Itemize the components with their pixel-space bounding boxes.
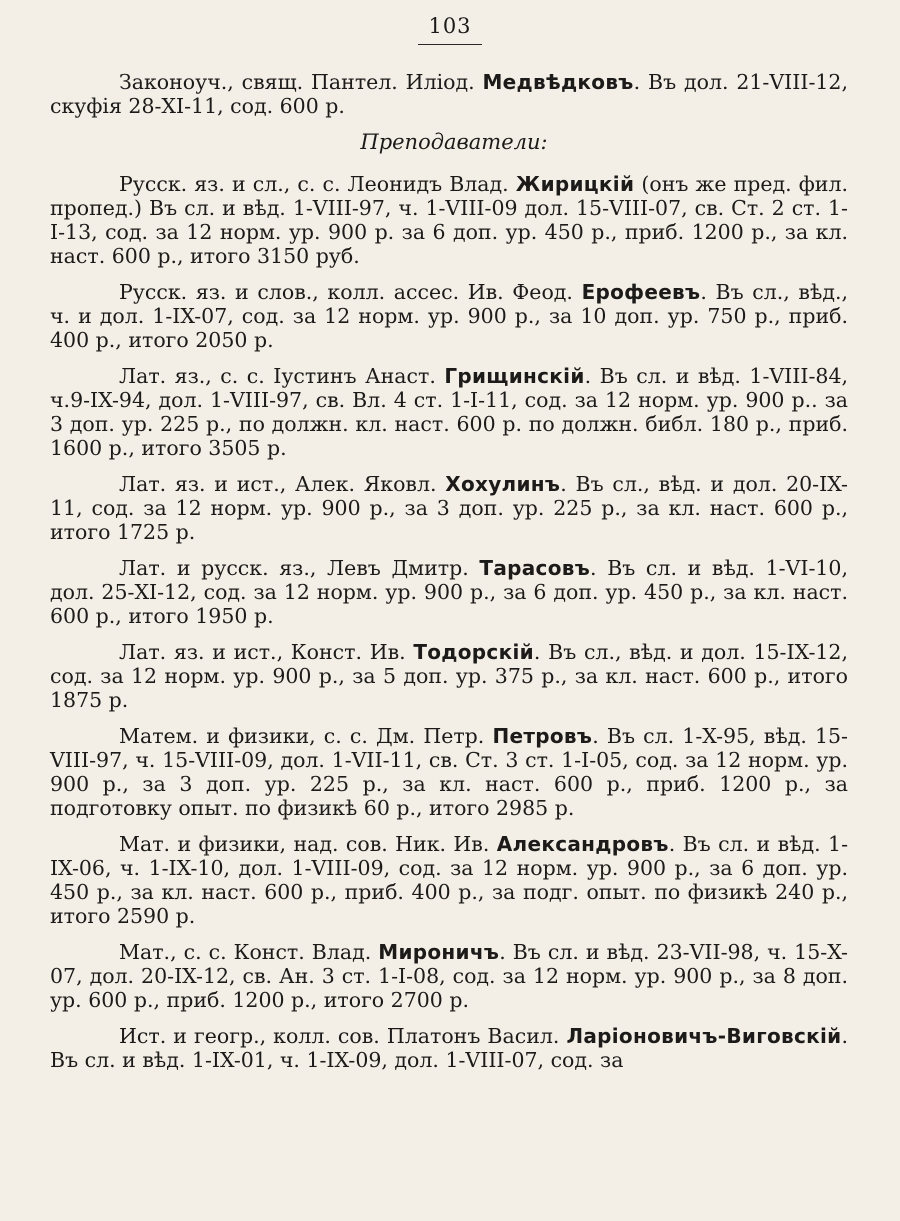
entry-surname: Тодорскій xyxy=(413,640,534,664)
entry-details: . Въ сл. и вѣд. 23-VII-98, ч. 15-X-07, дол. 20-IX-12, св. Ан. 3 ст. 1-I-08, сод. за 12 норм. ур. 900 р., за 8 доп. ур. 600 р., приб. 1200 р., итого 2700 р. xyxy=(50,940,848,1012)
entry-prefix: Лат. и русск. яз., Левъ Дмитр. xyxy=(119,556,480,580)
entry-teacher xyxy=(50,724,848,820)
entry-prefix: Русск. яз. и сл., с. с. Леонидъ Влад. xyxy=(119,172,516,196)
entry-prefix: Матем. и физики, с. с. Дм. Петр. xyxy=(119,724,493,748)
entry-teacher xyxy=(50,832,848,928)
entry-surname: Александровъ xyxy=(496,832,669,856)
entry-surname: Ерофеевъ xyxy=(581,280,701,304)
entry-teacher xyxy=(50,172,848,268)
entry-teacher xyxy=(50,364,848,460)
section-heading: Преподаватели: xyxy=(360,130,548,154)
entry-surname: Жирицкій xyxy=(515,172,635,196)
entry-prefix: Ист. и геогр., колл. сов. Платонъ Васил. xyxy=(119,1024,567,1048)
entry-teacher xyxy=(50,556,848,628)
entry-surname: Петровъ xyxy=(492,724,593,748)
entry-details: . Въ сл., вѣд. и дол. 15-IX-12, сод. за 12 норм. ур. 900 р., за 5 доп. ур. 375 р., за кл. наст. 600 р., итого 1875 р. xyxy=(50,640,848,712)
entry-details: . Въ сл., вѣд., ч. и дол. 1-IX-07, сод. за 12 норм. ур. 900 р., за 10 доп. ур. 750 р., приб. 400 р., итого 2050 р. xyxy=(50,280,848,352)
entry-details: . Въ сл. 1-X-95, вѣд. 15-VIII-97, ч. 15-VIII-09, дол. 1-VII-11, св. Ст. 3 ст. 1-I-05, сод. за 12 норм. ур. 900 р., за 3 доп. ур. 225 р., за кл. наст. 600 р., приб. 1200 р., за подготовку опыт. по физикѣ 60 р., итого 2985 р. xyxy=(50,724,848,820)
page-body xyxy=(50,70,848,1084)
entry-prefix: Лат. яз., с. с. Іустинъ Анаст. xyxy=(119,364,445,388)
entry-teacher xyxy=(50,280,848,352)
entry-details: . Въ сл., вѣд. и дол. 20-IX-11, сод. за 12 норм. ур. 900 р., за 3 доп. ур. 225 р., за кл. наст. 600 р., итого 1725 р. xyxy=(50,472,848,544)
entry-prefix: Мат., с. с. Конст. Влад. xyxy=(119,940,379,964)
entry-details: . Въ дол. 21-VIII-12, скуфія 28-XI-11, сод. 600 р. xyxy=(50,70,848,118)
entry-surname: Медвѣдковъ xyxy=(482,70,634,94)
entry-details: . Въ сл. и вѣд. 1-VIII-84, ч.9-IX-94, дол. 1-VIII-97, св. Вл. 4 ст. 1-I-11, сод. за 12 норм. ур. 900 р.. за 3 доп. ур. 225 р., по должн. кл. наст. 600 р. по должн. библ. 180 р., приб. 1600 р., итого 3505 р. xyxy=(50,364,849,460)
entry-surname: Тарасовъ xyxy=(479,556,591,580)
entry-details: . Въ сл. и вѣд. 1-VI-10, дол. 25-XI-12, сод. за 12 норм. ур. 900 р., за 6 доп. ур. 450 р., за кл. наст. 600 р., итого 1950 р. xyxy=(50,556,848,628)
entry-surname: Мироничъ xyxy=(378,940,500,964)
entry-prefix: Законоуч., свящ. Пантел. Иліод. xyxy=(119,70,483,94)
entry-details: . Въ сл. и вѣд. 1-IX-06, ч. 1-IX-10, дол. 1-VIII-09, сод. за 12 норм. ур. 900 р., за 6 доп. ур. 450 р., за кл. наст. 600 р., приб. 400 р., за подг. опыт. по физикѣ 240 р., итого 2590 р. xyxy=(50,832,848,928)
entry-chaplain xyxy=(50,70,848,118)
entry-teacher xyxy=(50,940,848,1012)
entry-surname: Грищинскій xyxy=(444,364,585,388)
entry-teacher xyxy=(50,472,848,544)
entry-details: . Въ сл. и вѣд. 1-IX-01, ч. 1-IX-09, дол. 1-VIII-07, сод. за xyxy=(50,1024,848,1072)
entry-prefix: Русск. яз. и слов., колл. ассес. Ив. Феод. xyxy=(119,280,582,304)
entry-prefix: Лат. яз. и ист., Конст. Ив. xyxy=(119,640,414,664)
entry-surname: Ларіоновичъ-Виговскій xyxy=(566,1024,842,1048)
entry-surname: Хохулинъ xyxy=(445,472,561,496)
entry-teacher xyxy=(50,640,848,712)
entry-prefix: Мат. и физики, над. сов. Ник. Ив. xyxy=(119,832,497,856)
page-number: 103 xyxy=(428,14,472,38)
entry-details: (онъ же пред. фил. пропед.) Въ сл. и вѣд. 1-VIII-97, ч. 1-VIII-09 дол. 15-VIII-07, св. Ст. 2 ст. 1-I-13, сод. за 12 норм. ур. 900 р. за 6 доп. ур. 450 р., приб. 1200 р., за кл. наст. 600 р., итого 3150 руб. xyxy=(50,172,849,268)
entry-teacher xyxy=(50,1024,848,1072)
entry-prefix: Лат. яз. и ист., Алек. Яковл. xyxy=(119,472,446,496)
page-number-rule xyxy=(418,44,482,45)
